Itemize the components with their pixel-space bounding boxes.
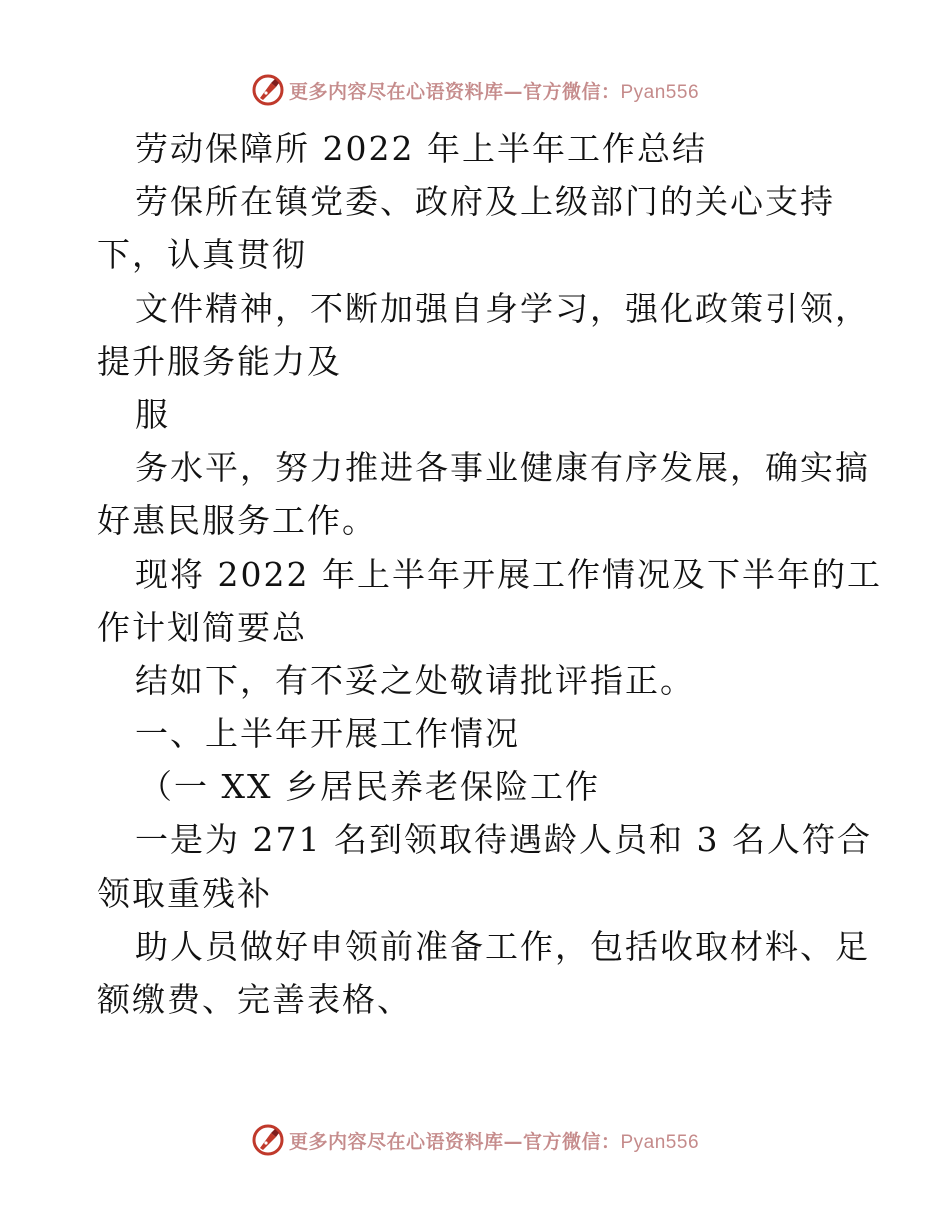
paragraph-line: 提升服务能力及 [97, 341, 342, 381]
footer-watermark-banner [0, 1120, 950, 1160]
pen-nib-circle-icon [251, 73, 285, 107]
paragraph-line: 劳保所在镇党委、政府及上级部门的关心支持 [135, 182, 835, 222]
paragraph-line: 好惠民服务工作。 [97, 501, 377, 541]
subsection-heading: （一 XX 乡居民养老保险工作 [139, 767, 600, 807]
document-title: 劳动保障所 2022 年上半年工作总结 [135, 129, 707, 168]
paragraph-line: 一是为 271 名到领取待遇龄人员和 3 名人符合 [135, 820, 872, 860]
banner-wechat-id: Pyan556 [620, 81, 700, 103]
banner-wechat-id: Pyan556 [620, 1131, 700, 1153]
paragraph-line: 结如下，有不妥之处敬请批评指正。 [135, 660, 695, 700]
paragraph-line: 服 [135, 394, 170, 434]
banner-text: 更多内容尽在心语资料库—官方微信：Pyan556 [288, 1130, 700, 1153]
paragraph-line: 务水平，努力推进各事业健康有序发展，确实搞 [135, 448, 870, 488]
paragraph-line: 文件精神，不断加强自身学习，强化政策引领， [135, 288, 870, 328]
paragraph-line: 作计划简要总 [97, 607, 307, 647]
paragraph-line: 额缴费、完善表格、 [97, 980, 412, 1019]
paragraph-line: 下，认真贯彻 [97, 235, 307, 275]
paragraph-line: 领取重残补 [97, 873, 272, 913]
paragraph-line: 现将 2022 年上半年开展工作情况及下半年的工 [135, 554, 882, 594]
paragraph-line: 助人员做好申领前准备工作，包括收取材料、足 [135, 926, 870, 966]
pen-nib-circle-icon [251, 1123, 285, 1157]
banner-text: 更多内容尽在心语资料库—官方微信：Pyan556 [288, 80, 700, 103]
header-watermark-banner [0, 70, 950, 110]
document-body [97, 122, 882, 1026]
section-heading: 一、上半年开展工作情况 [135, 714, 520, 754]
